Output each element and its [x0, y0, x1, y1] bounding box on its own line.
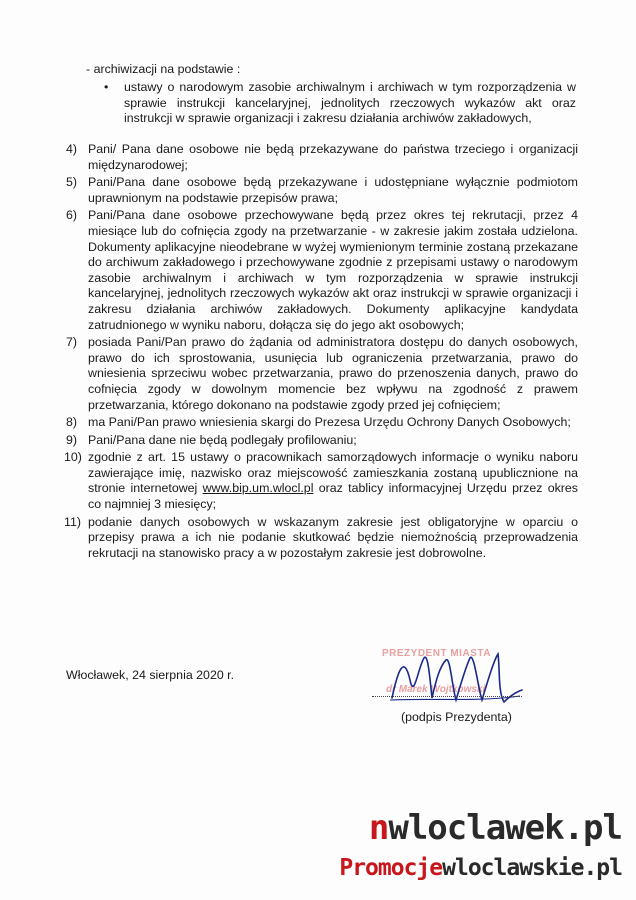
list-item: 8) ma Pani/Pan prawo wniesienia skargi do Prezesa Urzędu Ochrony Danych Osobowych; — [66, 415, 571, 430]
clause-list — [66, 142, 578, 563]
list-item: 4) Pani/ Pana dane osobowe nie będą przekazywane do państwa trzeciego i organizacji międzynarodowej; — [66, 142, 578, 172]
list-item: 6) Pani/Pana dane osobowe przechowywane będą przez okres tej rekrutacji, przez 4 miesiące lub do cofnięcia zgody na przetwarzanie - w zakresie jakim została udzielona. Dokumenty aplikacyjne nieodebrane w wyżej wymienionym terminie zostaną przekazane do archiwum zakładowego i przechowywane zgodnie z przepisami ustawy o narodowym zasobie archiwalnym i archiwach w tym rozporządzenia w sprawie instrukcji kancelaryjnej, jednolitych rzeczowych wykazów akt oraz instrukcji w sprawie organizacji i zakresu działania archiwów zakładowych. Dokumenty aplikacyjne kandydata zatrudnionego w wyniku naboru, dołącza się do jego akt osobowych; — [66, 208, 578, 332]
list-item: 7) posiada Pani/Pan prawo do żądania od administratora dostępu do danych osobowych, prawo do ich sprostowania, usunięcia lub ograniczenia przetwarzania, prawo do wniesienia sprzeciwu wobec przetwarzania, prawo do przenoszenia danych, prawo do cofnięcia zgody w dowolnym momencie bez wpływu na zgodność z prawem przetwarzania, którego dokonano na podstawie zgody przed jej cofnięciem; — [66, 335, 578, 412]
watermark-nwloclawek: nwloclawek.pl — [368, 808, 622, 848]
bip-link[interactable]: www.bip.um.wlocl.pl — [202, 481, 314, 496]
bullet-icon: • — [104, 80, 109, 94]
bullet-text: ustawy o narodowym zasobie archiwalnym i archiwach w tym rozporządzenia w sprawie instrukcji kancelaryjnej, jednolitych rzeczowych wykazów akt oraz instrukcji w sprawie organizacji i zakresu działania archiwów zakładowych, — [124, 80, 576, 126]
list-item: 11) podanie danych osobowych w wskazanym zakresie jest obligatoryjne w oparciu o przepisy prawa a ich nie podanie skutkować będzie niemożnością przeprowadzenia rekrutacji na stanowisko pracy a w pozostałym zakresie jest dobrowolne. — [64, 514, 578, 560]
signature-label: (podpis Prezydenta) — [401, 710, 512, 724]
list-item: 5) Pani/Pana dane osobowe będą przekazywane i udostępniane wyłącznie podmiotom uprawnionym na podstawie przepisów prawa; — [66, 175, 578, 205]
place-date: Włocławek, 24 sierpnia 2020 r. — [66, 668, 235, 682]
watermark-promocje: Promocjewloclawskie.pl — [339, 855, 622, 881]
intro-line: - archiwizacji na podstawie : — [86, 62, 241, 76]
list-item: 9) Pani/Pana dane nie będą podlegały profilowaniu; — [66, 432, 357, 447]
stamp-name: dr Marek Wojtkowski — [386, 684, 486, 695]
stamp-title: PREZYDENT MIASTA — [382, 648, 491, 659]
list-item: 10) zgodnie z art. 15 ustawy o pracownikach samorządowych informacje o wyniku naboru zawierające imię, nazwisko oraz miejscowość zamieszkania zostaną upublicznione na stronie internetowej www.bip.um.wlocl.pl oraz tablicy informacyjnej Urzędu przez okres co najmniej 3 miesięcy; — [64, 450, 578, 512]
signature-line — [372, 695, 522, 697]
bullet-item — [104, 80, 576, 127]
